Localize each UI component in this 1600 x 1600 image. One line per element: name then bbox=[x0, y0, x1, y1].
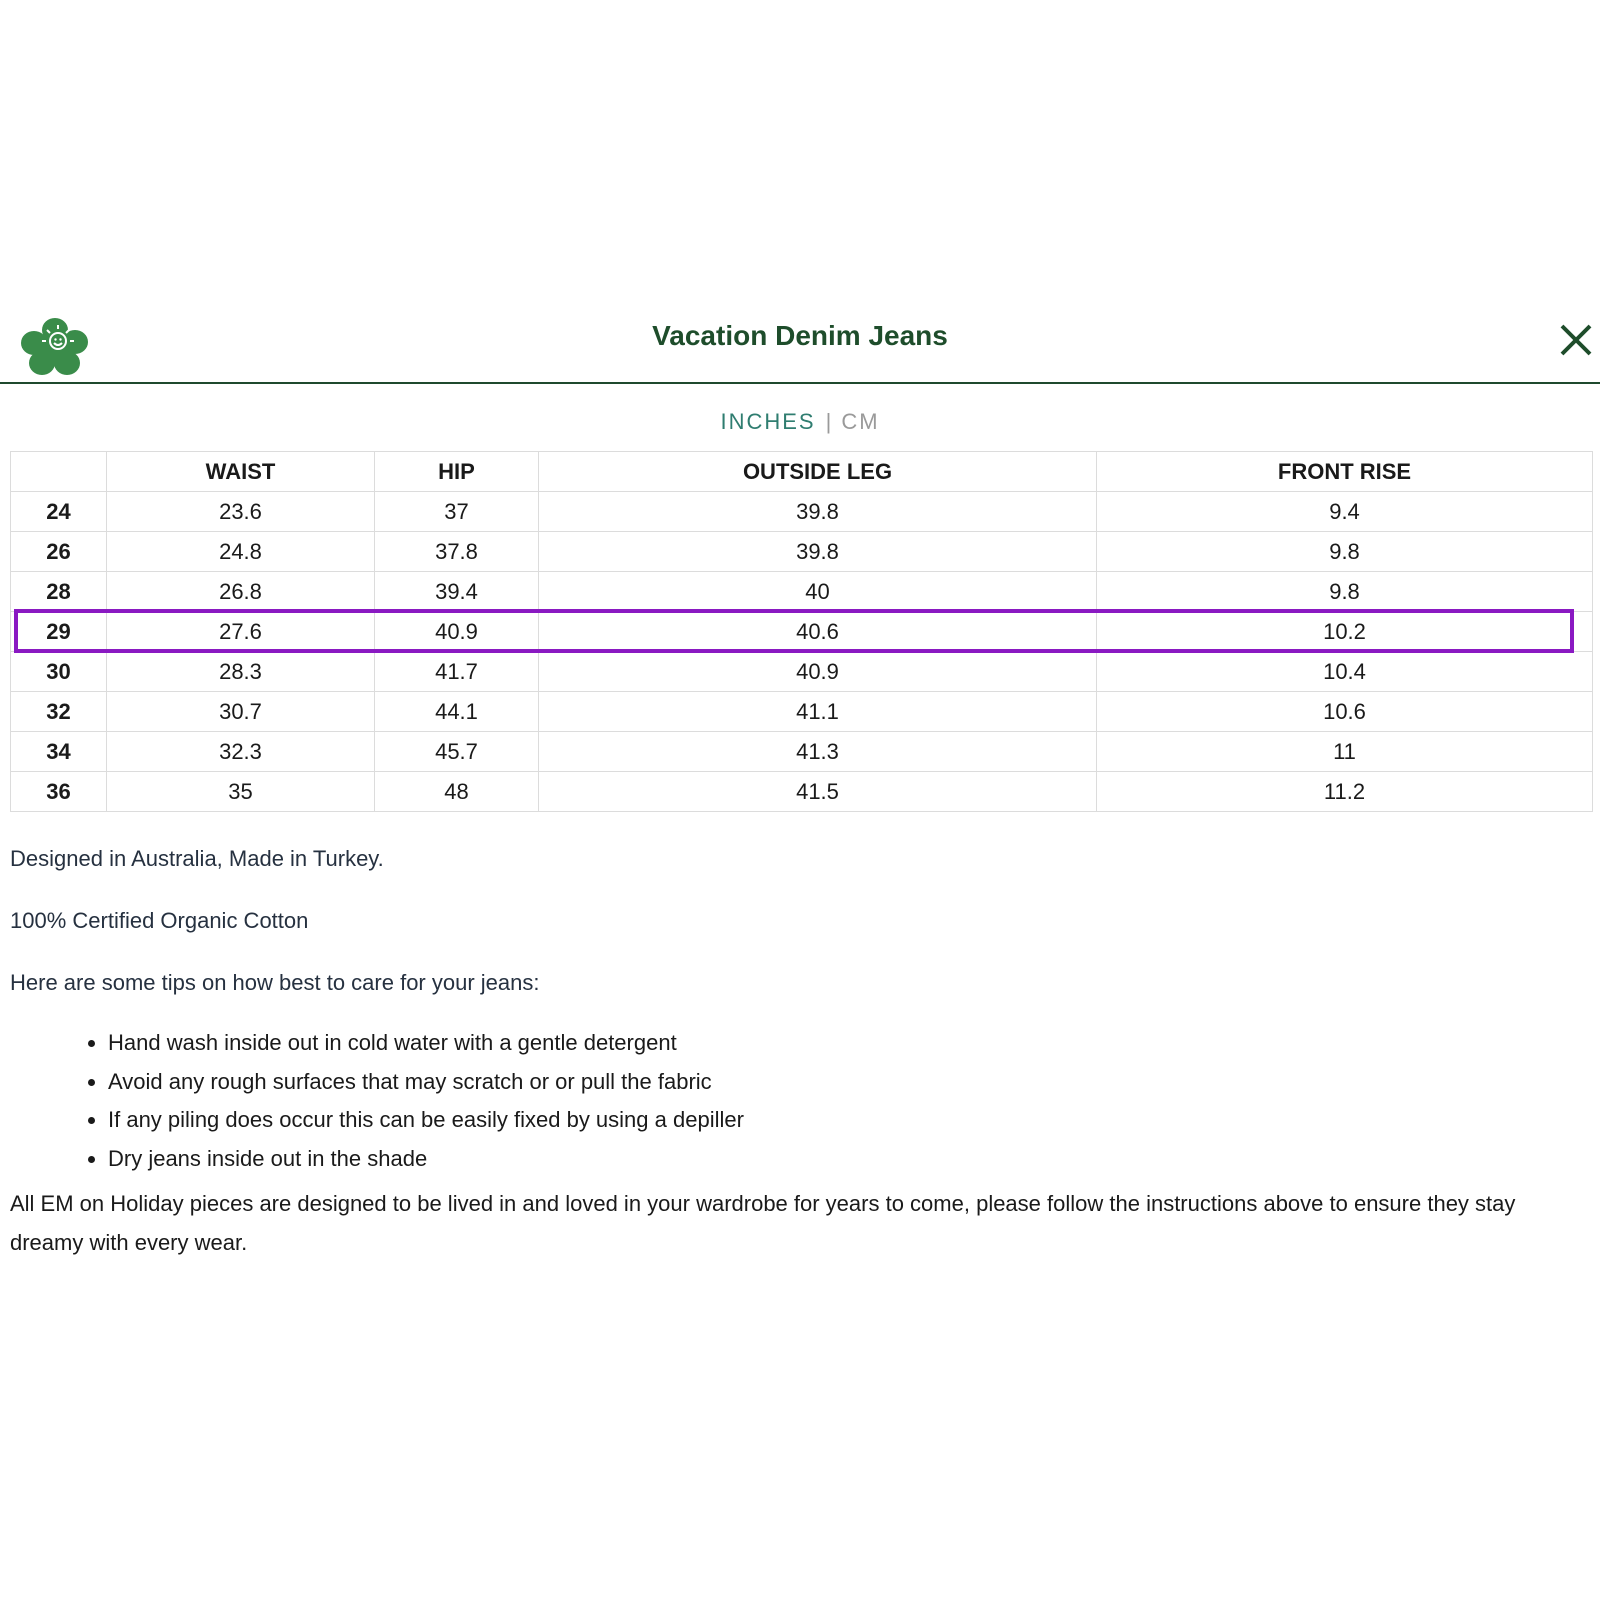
outside-leg-cell: 40.9 bbox=[539, 652, 1097, 692]
modal-title: Vacation Denim Jeans bbox=[652, 320, 948, 351]
front-rise-cell: 10.2 bbox=[1097, 612, 1593, 652]
size-cell: 26 bbox=[11, 532, 107, 572]
outside-leg-cell: 41.5 bbox=[539, 772, 1097, 812]
unit-toggle bbox=[0, 409, 1600, 435]
waist-cell: 23.6 bbox=[107, 492, 375, 532]
table-row bbox=[11, 732, 1593, 772]
hip-cell: 41.7 bbox=[375, 652, 539, 692]
list-item: • Avoid any rough surfaces that may scratch or or pull the fabric bbox=[108, 1063, 744, 1102]
origin-text: Designed in Australia, Made in Turkey. bbox=[10, 846, 384, 871]
size-chart-table bbox=[10, 451, 1593, 812]
front-rise-cell: 9.4 bbox=[1097, 492, 1593, 532]
care-tips-list bbox=[70, 1024, 744, 1178]
front-rise-cell: 11 bbox=[1097, 732, 1593, 772]
table-row bbox=[11, 692, 1593, 732]
waist-cell: 24.8 bbox=[107, 532, 375, 572]
header-size bbox=[11, 452, 107, 492]
hip-cell: 44.1 bbox=[375, 692, 539, 732]
header-waist: WAIST bbox=[107, 452, 375, 492]
hip-cell: 37 bbox=[375, 492, 539, 532]
table-row bbox=[11, 572, 1593, 612]
hip-cell: 39.4 bbox=[375, 572, 539, 612]
header-hip: HIP bbox=[375, 452, 539, 492]
care-tips-intro: Here are some tips on how best to care for your jeans: bbox=[10, 970, 540, 995]
hip-cell: 40.9 bbox=[375, 612, 539, 652]
closing-paragraph: All EM on Holiday pieces are designed to be lived in and loved in your wardrobe for years to come, please follow the instructions above to ensure they stay dreamy with every wear. bbox=[10, 1191, 1516, 1255]
outside-leg-cell: 39.8 bbox=[539, 532, 1097, 572]
outside-leg-cell: 40.6 bbox=[539, 612, 1097, 652]
hip-cell: 45.7 bbox=[375, 732, 539, 772]
waist-cell: 30.7 bbox=[107, 692, 375, 732]
table-row bbox=[11, 532, 1593, 572]
waist-cell: 35 bbox=[107, 772, 375, 812]
hip-cell: 48 bbox=[375, 772, 539, 812]
header-outside-leg: OUTSIDE LEG bbox=[539, 452, 1097, 492]
size-cell: 34 bbox=[11, 732, 107, 772]
waist-cell: 32.3 bbox=[107, 732, 375, 772]
outside-leg-cell: 41.3 bbox=[539, 732, 1097, 772]
close-icon[interactable] bbox=[1556, 320, 1596, 360]
list-item: • If any piling does occur this can be easily fixed by using a depiller bbox=[108, 1101, 744, 1140]
material-text: 100% Certified Organic Cotton bbox=[10, 908, 309, 933]
hip-cell: 37.8 bbox=[375, 532, 539, 572]
outside-leg-cell: 40 bbox=[539, 572, 1097, 612]
table-row bbox=[11, 652, 1593, 692]
unit-cm-tab[interactable]: CM bbox=[841, 409, 880, 434]
modal-header bbox=[0, 300, 1600, 384]
size-cell: 36 bbox=[11, 772, 107, 812]
size-cell: 24 bbox=[11, 492, 107, 532]
table-header-row bbox=[11, 452, 1593, 492]
outside-leg-cell: 39.8 bbox=[539, 492, 1097, 532]
waist-cell: 27.6 bbox=[107, 612, 375, 652]
table-row-highlighted bbox=[11, 612, 1593, 652]
waist-cell: 26.8 bbox=[107, 572, 375, 612]
front-rise-cell: 10.4 bbox=[1097, 652, 1593, 692]
size-cell: 28 bbox=[11, 572, 107, 612]
size-cell: 30 bbox=[11, 652, 107, 692]
unit-separator: | bbox=[825, 409, 832, 434]
size-cell: 29 bbox=[11, 612, 107, 652]
size-cell: 32 bbox=[11, 692, 107, 732]
list-item: • Hand wash inside out in cold water with a gentle detergent bbox=[108, 1024, 744, 1063]
list-item: • Dry jeans inside out in the shade bbox=[108, 1140, 744, 1179]
table-row bbox=[11, 492, 1593, 532]
front-rise-cell: 10.6 bbox=[1097, 692, 1593, 732]
header-front-rise: FRONT RISE bbox=[1097, 452, 1593, 492]
outside-leg-cell: 41.1 bbox=[539, 692, 1097, 732]
table-row bbox=[11, 772, 1593, 812]
front-rise-cell: 9.8 bbox=[1097, 572, 1593, 612]
unit-inches-tab[interactable]: INCHES bbox=[720, 409, 816, 434]
waist-cell: 28.3 bbox=[107, 652, 375, 692]
front-rise-cell: 11.2 bbox=[1097, 772, 1593, 812]
front-rise-cell: 9.8 bbox=[1097, 532, 1593, 572]
